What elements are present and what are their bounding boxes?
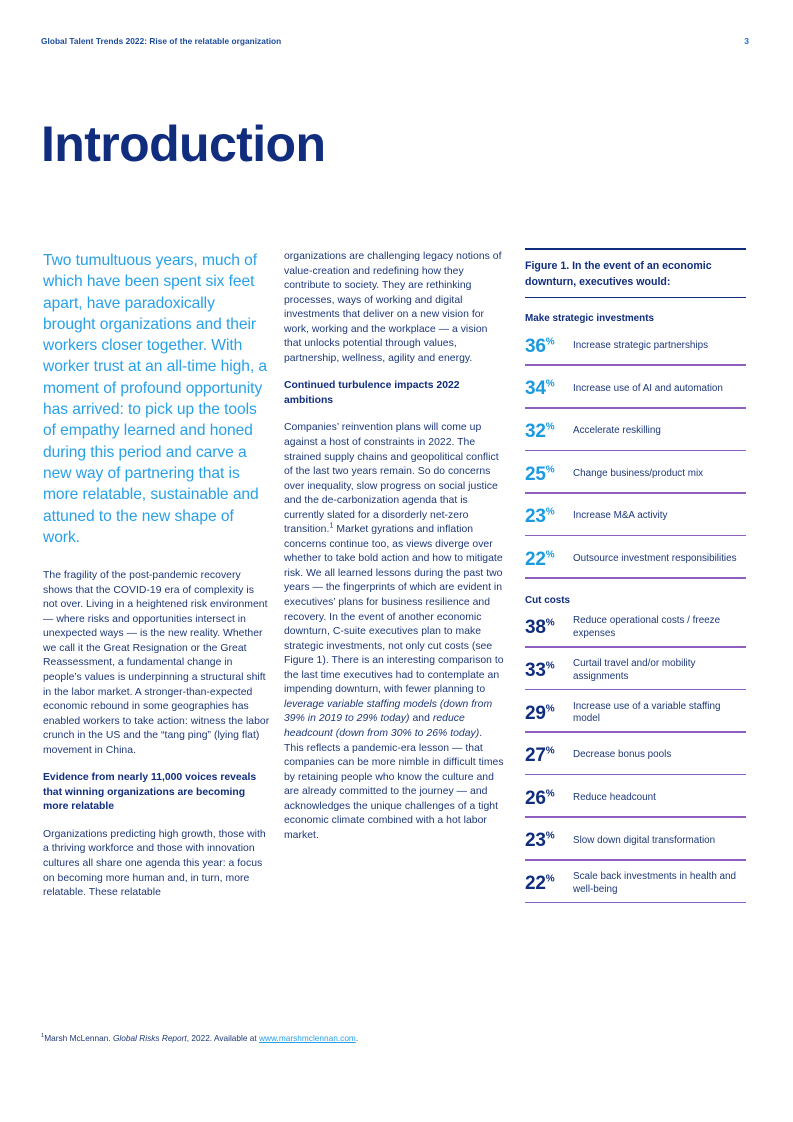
body-paragraph: organizations are challenging legacy notions of value-creation and redefining how they contribute to society. They are rethinking processes, ways of working and digital investments that deliver on a new vision for work, working and the workplace — a vision that unlocks potential through values, partnership, wellness, agility and energy. [284, 251, 502, 364]
percent-sign: % [545, 506, 555, 518]
figure-stat-percent [525, 746, 573, 765]
percent-sign: % [545, 873, 555, 885]
percent-sign: % [545, 831, 555, 843]
footnote-source-title: Global Risks Report [112, 1033, 187, 1043]
figure-group-heading: Cut costs [525, 594, 570, 606]
figure-stat-row [525, 459, 746, 492]
figure-stat-percent [525, 507, 573, 526]
footnote-reference[interactable]: 1 [329, 520, 334, 530]
figure-stat-rule [525, 859, 746, 861]
figure-group-heading: Make strategic investments [525, 313, 654, 325]
percent-sign: % [545, 788, 555, 800]
figure-stat-label: Increase use of a variable staffing model [573, 700, 721, 725]
figure-stat-rule [525, 407, 746, 409]
page-title: Introduction [41, 115, 326, 172]
figure-stat-label: Scale back investments in health and well-being [573, 870, 737, 895]
percent-sign: % [545, 745, 555, 757]
figure-stat-value: 33 [525, 660, 546, 682]
figure-stat-row [525, 741, 746, 774]
paragraph-segment: . This reflects a pandemic-era lesson — that companies can be more nimble in difficult times by retaining people who know the culture and are already committed to the journey — and acknowledges the unique challenges of a tight economic climate combined with a hot labor market. [284, 727, 504, 841]
figure-stat-label: Slow down digital transformation [573, 834, 716, 846]
figure-stat-rule [525, 535, 746, 537]
section-subheading: Evidence from nearly 11,000 voices reveals that winning organizations are becoming more relatable [43, 772, 257, 813]
figure-stat-rule [525, 646, 746, 648]
figure-stat-percent [525, 661, 573, 680]
figure-stat-value: 22 [525, 548, 546, 570]
percent-sign: % [545, 660, 555, 672]
figure-stat-value: 34 [525, 378, 546, 400]
text-column-2 [284, 250, 504, 843]
figure-stat-rule [525, 689, 746, 691]
figure-stat-row [525, 417, 746, 450]
figure-divider-rule [525, 297, 746, 298]
figure-stat-label: Accelerate reskilling [573, 425, 661, 437]
figure-stat-label: Curtail travel and/or mobility assignments [573, 657, 696, 682]
percent-sign: % [545, 464, 555, 476]
percent-sign: % [545, 549, 555, 561]
figure-stat-value: 29 [525, 702, 546, 724]
footnote-marker: 1 [41, 1033, 45, 1040]
percent-sign: % [545, 703, 555, 715]
footnote-text-before: Marsh McLennan. [44, 1033, 113, 1043]
page-number: 3 [744, 36, 749, 46]
emphasis-text: reduce headcount (down from 30% to 26% today) [284, 713, 480, 739]
figure-stat-label: Increase use of AI and automation [573, 382, 723, 394]
footnote-text-after: . [355, 1033, 359, 1043]
figure-stat-label: Reduce headcount [573, 792, 656, 804]
figure-stat-row [525, 869, 746, 902]
figure-stat-value: 22 [525, 873, 546, 895]
figure-stat-row [525, 544, 746, 577]
figure-stat-percent [525, 550, 573, 569]
figure-stat-label: Increase strategic partnerships [573, 340, 709, 352]
figure-stat-row [525, 698, 746, 731]
figure-stat-percent [525, 465, 573, 484]
figure-stat-rule [525, 902, 746, 904]
running-header-title: Global Talent Trends 2022: Rise of the relatable organization [41, 36, 282, 46]
body-paragraph [284, 421, 504, 843]
figure-stat-row [525, 826, 746, 859]
figure-stat-label: Increase M&A activity [573, 510, 668, 522]
percent-sign: % [545, 379, 555, 391]
figure-title: Figure 1. In the event of an economic downturn, executives would: [525, 260, 712, 288]
emphasis-text: leverage variable staffing models (down from 39% in 2019 to 29% today) [284, 698, 493, 725]
figure-stat-label: Decrease bonus pools [573, 749, 672, 761]
figure-stat-row [525, 656, 746, 689]
figure-stat-percent [525, 831, 573, 850]
percent-sign: % [545, 618, 555, 630]
percent-sign: % [545, 336, 555, 348]
paragraph-segment: Companies’ reinvention plans will come up against a host of constraints in 2022. The strained supply chains and geopolitical conflict of the last two years remain. So do concerns over inequality, slow progress on social justice and the de-carbonization agenda that is currently slated for a disorderly net-zero transition. [284, 422, 499, 536]
figure-stat-row [525, 613, 746, 646]
figure-stat-row [525, 502, 746, 535]
figure-stat-row [525, 783, 746, 816]
figure-stat-value: 36 [525, 335, 546, 357]
figure-stat-rule [525, 577, 746, 579]
footnote-link[interactable]: www.marshmclennan.com [259, 1033, 356, 1043]
figure-stat-label: Change business/product mix [573, 467, 704, 479]
figure-stat-value: 23 [525, 506, 546, 528]
footnote-text-middle: , 2022. Available at [186, 1033, 260, 1043]
figure-stat-value: 32 [525, 421, 546, 443]
figure-stat-rule [525, 731, 746, 733]
footnote [41, 1032, 358, 1044]
figure-stat-groups [525, 313, 746, 903]
figure-stat-value: 26 [525, 787, 546, 809]
figure-stat-row [525, 331, 746, 364]
paragraph-segment: Market gyrations and inflation concerns continue too, as views diverge over whether to take bold action and how to mitigate risk. We all learned lessons during the past two years — the fingerprints of which are evident in executives’ plans for business resilience and recovery. In the event of another economic downturn, C-suite executives plan to make strategic investments, not only cut costs (see Figure 1). There is an interesting comparison to the last time executives had to contemplate an impending downturn, with fewer planning to [284, 524, 504, 696]
figure-stat-rule [525, 364, 746, 366]
figure-stat-percent [525, 422, 573, 441]
figure-stat-row [525, 374, 746, 407]
figure-stat-rule [525, 450, 746, 452]
figure-stat-percent [525, 337, 573, 356]
figure-stat-rule [525, 774, 746, 776]
section-subheading: Continued turbulence impacts 2022 ambitions [284, 380, 460, 406]
figure-stat-value: 27 [525, 745, 546, 767]
figure-stat-label: Reduce operational costs / freeze expenses [573, 615, 721, 639]
figure-stat-percent [525, 379, 573, 398]
figure-stat-label: Outsource investment responsibilities [573, 553, 737, 565]
text-column-1 [43, 250, 271, 901]
lede-paragraph: Two tumultuous years, much of which have been spent six feet apart, have paradoxically brought organizations and their workers closer together. With worker trust at an all-time high, a moment of profound opportunity has arrived: to pick up the tools of empathy learned and honed during this period and carve a new way of partnering that is more relatable, sustainable and attuned to the new shape of work. [43, 252, 268, 546]
figure-stat-rule [525, 816, 746, 818]
figure-stat-value: 23 [525, 830, 546, 852]
figure-stat-percent [525, 704, 573, 723]
figure-1-panel [525, 248, 746, 903]
body-paragraph: The fragility of the post-pandemic recovery shows that the COVID-19 era of complexity is not over. Living in a heightened risk environment — where risks and opportunities intersect in unexpected ways — is the new reality. Whether we call it the Great Resignation or the Great Reassessment, a fundamental change in people’s values is underpinning a structural shift in the labor market. A stronger-than-expected economic rebound in some geographies has enabled workers to take action: witness the labor crunch in the US and the “tang ping” (lying flat) movement in China. [43, 570, 270, 756]
body-paragraph: Organizations predicting high growth, those with a thriving workforce and those with innovation cultures all share one agenda this year: a focus on becoming more human and, in turn, more relatable. These relatable [43, 828, 266, 899]
figure-stat-percent [525, 874, 573, 893]
figure-stat-value: 38 [525, 617, 546, 639]
figure-stat-rule [525, 492, 746, 494]
figure-stat-value: 25 [525, 463, 546, 485]
figure-stat-percent [525, 618, 573, 637]
figure-stat-percent [525, 789, 573, 808]
paragraph-segment: and [409, 713, 433, 725]
percent-sign: % [545, 421, 555, 433]
